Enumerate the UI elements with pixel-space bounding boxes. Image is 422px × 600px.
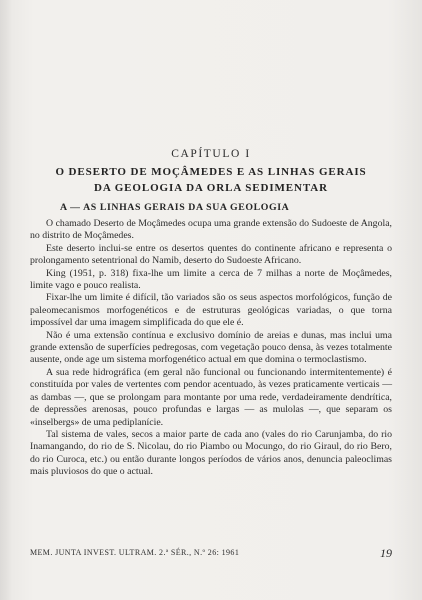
paragraph: King (1951, p. 318) fixa-lhe um limite a cerca de 7 milhas a norte de Moçâmedes, limite vago e pouco realista. xyxy=(30,267,392,292)
chapter-title-line-1: O DESERTO DE MOÇÂMEDES E AS LINHAS GERAIS xyxy=(55,166,367,178)
paragraph: A sua rede hidrográfica (em geral não funcional ou funcionando intermitentemente) é constituída por vales de vertentes com pendor acentuado, às vezes praticamente verticais — as dambas —, que se prolongam para montante por uma rede, verdadeiramente dendrítica, de depressões arenosas, pouco profundas e largas — as mulolas —, que separam os «inselbergs» de uma pediplanície. xyxy=(30,366,392,428)
body-text xyxy=(30,218,392,479)
running-footer: MEM. JUNTA INVEST. ULTRAM. 2.ª SÉR., N.º 26: 1961 xyxy=(30,548,240,557)
paragraph: Tal sistema de vales, secos a maior parte de cada ano (vales do rio Carunjamba, do rio Inamangando, do rio de S. Nicolau, do rio Piambo ou Mocungo, do rio Giraul, do rio Bero, do rio Curoca, etc.) ou então durante longos períodos de vários anos, denuncia paleoclimas mais pluviosos do que o actual. xyxy=(30,428,392,478)
paragraph: O chamado Deserto de Moçâmedes ocupa uma grande extensão do Sudoeste de Angola, no distrito de Moçâmedes. xyxy=(30,218,392,242)
chapter-title xyxy=(30,164,392,196)
section-heading: A — AS LINHAS GERAIS DA SUA GEOLOGIA xyxy=(60,202,290,213)
page-number: 19 xyxy=(380,546,392,560)
chapter-title-line-2: DA GEOLOGIA DA ORLA SEDIMENTAR xyxy=(93,182,328,194)
paragraph: Fixar-lhe um limite é difícil, tão variados são os seus aspectos morfológicos, função de paleomecanismos morfogenéticos e de estruturas geológicas variadas, o que torna impossível dar uma imagem simplificada do que ele é. xyxy=(30,292,392,329)
paragraph: Este deserto inclui-se entre os desertos quentes do continente africano e representa o prolongamento setentrional do Namib, deserto do Sudoeste Africano. xyxy=(30,242,392,267)
paragraph: Não é uma extensão contínua e exclusivo domínio de areias e dunas, mas inclui uma grande extensão de superfícies pedregosas, com vegetação pouco densa, às vezes totalmente ausente, onde age um sistema morfogenético actual em que domina o termoclastismo. xyxy=(30,329,392,366)
page-spine-shadow xyxy=(0,0,12,600)
chapter-label: CAPÍTULO I xyxy=(171,148,251,160)
